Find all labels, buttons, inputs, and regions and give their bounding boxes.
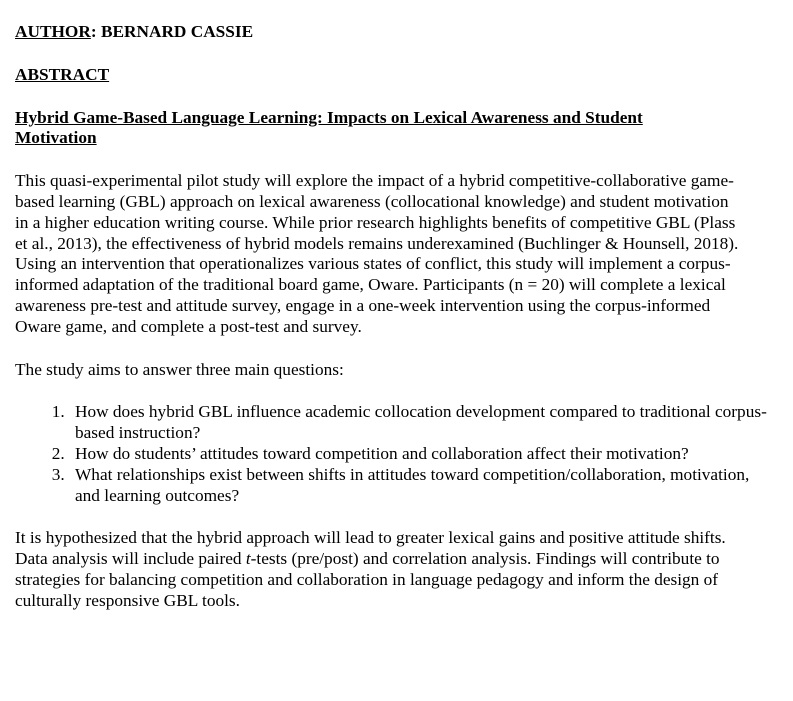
paragraph-3-italic-t: t	[245, 549, 251, 569]
author-name: BERNARD CASSIE	[96, 22, 254, 41]
research-question-3: 3. What relationships exist between shifts in attitudes toward competition/collaboration, motivation, and learning outcomes?	[69, 465, 769, 507]
research-question-1: 1. How does hybrid GBL influence academic collocation development compared to traditional corpus-based instruction?	[69, 402, 769, 444]
author-line	[15, 22, 780, 43]
author-separator: :	[90, 22, 97, 41]
author-label: AUTHOR	[15, 22, 91, 41]
abstract-paragraph-2: The study aims to answer three main questions:	[15, 359, 344, 379]
document-page	[15, 22, 780, 634]
paragraph-3-text-before: It is hypothesized that the hybrid approach will lead to greater lexical gains and positive attitude shifts. Data analysis will include paired	[15, 528, 726, 569]
research-questions-list	[15, 402, 769, 506]
abstract-heading: ABSTRACT	[15, 64, 110, 84]
research-question-2: 2. How do students’ attitudes toward competition and collaboration affect their motivation?	[69, 444, 769, 465]
paragraph-3-text-after: -tests (pre/post) and correlation analysis. Findings will contribute to strategies for balancing competition and collaboration in language pedagogy and inform the design of culturally responsive GBL tools.	[15, 549, 720, 610]
abstract-paragraph-3	[15, 528, 745, 611]
abstract-paragraph-1: This quasi-experimental pilot study will explore the impact of a hybrid competitive-collaborative game-based learning (GBL) approach on lexical awareness (collocational knowledge) and student motivation in a higher education writing course. While prior research highlights benefits of competitive GBL (Plass et al., 2013), the effectiveness of hybrid models remains underexamined (Buchlinger & Hounsell, 2018). Using an intervention that operationalizes various states of conflict, this study will implement a corpus-informed adaptation of the traditional board game, Oware. Participants (n = 20) will complete a lexical awareness pre-test and attitude survey, engage in a one-week intervention using the corpus-informed Oware game, and complete a post-test and survey.	[15, 171, 739, 336]
paper-title: Hybrid Game-Based Language Learning: Impacts on Lexical Awareness and Student Motivation	[15, 107, 643, 148]
